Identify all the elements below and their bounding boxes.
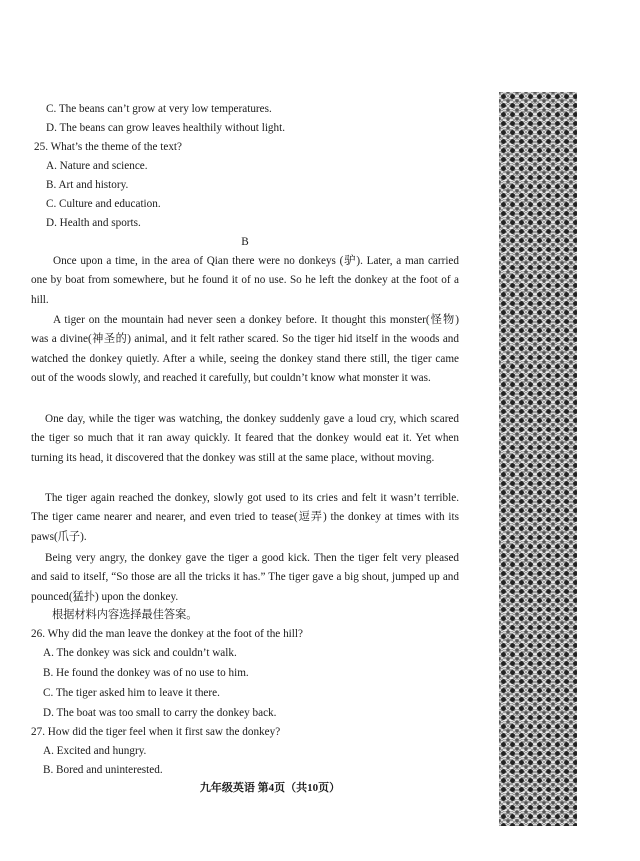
q25-option-d: D. Health and sports. <box>46 217 141 229</box>
passage-paragraph-1: Once upon a time, in the area of Qian there were no donkeys (驴). Later, a man carried one by boat from somewhere, but he found it of no use. So he left the donkey at the foot of a hill. <box>31 255 459 306</box>
q24-option-d: D. The beans can grow leaves healthily without light. <box>46 122 286 134</box>
q25-option-c: C. Culture and education. <box>46 198 161 210</box>
q25-stem: 25. What’s the theme of the text? <box>34 141 182 153</box>
instruction-text: 根据材料内容选择最佳答案。 <box>52 609 198 621</box>
q25-option-a: A. Nature and science. <box>46 160 148 172</box>
q27-stem: 27. How did the tiger feel when it first saw the donkey? <box>31 726 281 738</box>
q26-stem: 26. Why did the man leave the donkey at the foot of the hill? <box>31 628 303 640</box>
page-footer: 九年级英语 第4页（共10页） <box>199 782 341 794</box>
passage-paragraph-5: Being very angry, the donkey gave the tiger a good kick. Then the tiger felt very pleased and said to itself, “So those are all the tricks it has.” The tiger gave a big shout, jumped up and pounced(猛扑) upon the donkey. <box>31 552 459 603</box>
q27-option-b: B. Bored and uninterested. <box>43 764 163 776</box>
passage-paragraph-3: One day, while the tiger was watching, the donkey suddenly gave a loud cry, which scared the tiger so much that it ran away quickly. It feared that the donkey would eat it. Yet when turning its head, it discovered that the donkey was still at the same place, without moving. <box>31 413 459 464</box>
q25-option-b: B. Art and history. <box>46 179 129 191</box>
q26-option-c: C. The tiger asked him to leave it there. <box>43 687 220 699</box>
passage-paragraph-2: A tiger on the mountain had never seen a donkey before. It thought this monster(怪物) was a divine(神圣的) animal, and it felt rather scared. So the tiger hid itself in the woods and watched the donkey quietly. After a while, seeing the donkey stand there still, the tiger came out of the woods slowly, and reached it carefully, but couldn’t know what monster it was. <box>31 314 459 385</box>
q26-option-b: B. He found the donkey was of no use to him. <box>43 667 249 679</box>
q24-option-c: C. The beans can’t grow at very low temperatures. <box>46 103 272 115</box>
q26-option-d: D. The boat was too small to carry the donkey back. <box>43 707 277 719</box>
q27-option-a: A. Excited and hungry. <box>43 745 147 757</box>
passage-paragraph-4: The tiger again reached the donkey, slowly got used to its cries and felt it wasn’t terrible. The tiger came nearer and nearer, and even tried to tease(逗弄) the donkey at times with its paws(爪子). <box>31 492 459 543</box>
passage-label: B <box>241 236 249 248</box>
q26-option-a: A. The donkey was sick and couldn’t walk. <box>43 647 237 659</box>
binding-pattern-strip <box>499 92 577 826</box>
